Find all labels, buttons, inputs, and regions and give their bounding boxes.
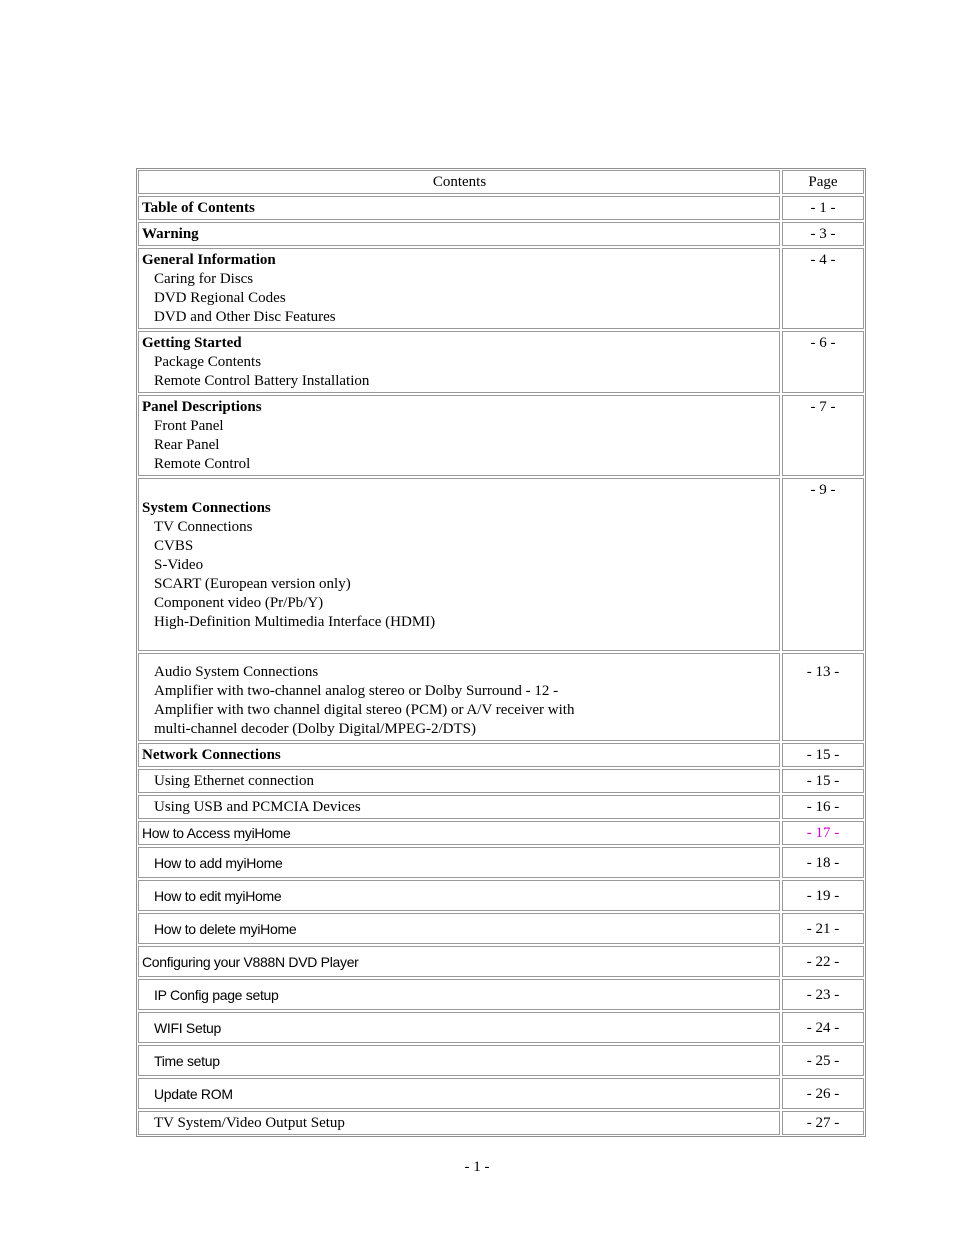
page-number: - 15 -: [782, 743, 864, 767]
toc-row-delete-myihome: [138, 913, 864, 944]
subsection-item[interactable]: Package Contents: [154, 354, 262, 370]
subsection-item[interactable]: Time setup: [154, 1053, 220, 1069]
page-footer-number: - 1 -: [464, 1159, 490, 1175]
subsection-item[interactable]: How to delete myiHome: [154, 921, 297, 937]
toc-row-time-setup: [138, 1045, 864, 1076]
subsection-item[interactable]: Front Panel: [154, 418, 224, 434]
subsection-item[interactable]: S-Video: [154, 557, 204, 573]
page-number: - 4 -: [782, 248, 864, 329]
subsection-item[interactable]: DVD Regional Codes: [154, 290, 286, 306]
toc-row-general-information: [138, 248, 864, 329]
toc-row-configuring-player: [138, 946, 864, 977]
subsection-item[interactable]: High-Definition Multimedia Interface (HDMI): [154, 614, 436, 630]
contents-header: Contents: [138, 170, 780, 194]
subsection-item[interactable]: Using Ethernet connection: [154, 773, 314, 789]
subsection-item[interactable]: Remote Control Battery Installation: [154, 373, 370, 389]
page-number: - 22 -: [782, 946, 864, 977]
toc-row-getting-started: [138, 331, 864, 393]
toc-row-edit-myihome: [138, 880, 864, 911]
page-number: - 19 -: [782, 880, 864, 911]
page-number: - 15 -: [782, 769, 864, 793]
page-number: - 24 -: [782, 1012, 864, 1043]
toc-row-tv-system: [138, 1111, 864, 1135]
toc-row-update-rom: [138, 1078, 864, 1109]
page-number: - 27 -: [782, 1111, 864, 1135]
page-number: - 17 -: [782, 821, 864, 845]
subsection-item[interactable]: Using USB and PCMCIA Devices: [154, 799, 361, 815]
toc-row-system-connections: [138, 478, 864, 651]
page-number: - 18 -: [782, 847, 864, 878]
subsection-item[interactable]: Audio System Connections: [154, 664, 319, 680]
toc-row-audio-system-connections: [138, 653, 864, 741]
toc-row-wifi-setup: [138, 1012, 864, 1043]
subsection-item[interactable]: Remote Control: [154, 456, 251, 472]
toc-row-access-myihome: [138, 821, 864, 845]
page-number: - 13 -: [782, 653, 864, 741]
page-header: Page: [782, 170, 864, 194]
toc-row-ethernet: [138, 769, 864, 793]
subsection-item[interactable]: WIFI Setup: [154, 1020, 222, 1036]
toc-row-network-connections: [138, 743, 864, 767]
section-title[interactable]: System Connections: [142, 500, 271, 516]
page-number: - 25 -: [782, 1045, 864, 1076]
section-title[interactable]: Configuring your V888N DVD Player: [142, 954, 359, 970]
section-title[interactable]: Network Connections: [142, 747, 281, 763]
page-number: - 3 -: [782, 222, 864, 246]
subsection-item[interactable]: How to add myiHome: [154, 855, 283, 871]
toc-row-panel-descriptions: [138, 395, 864, 476]
page-number: - 6 -: [782, 331, 864, 393]
toc-row-usb-pcmcia: [138, 795, 864, 819]
section-title[interactable]: Warning: [142, 226, 199, 242]
subsection-item[interactable]: Component video (Pr/Pb/Y): [154, 595, 324, 611]
subsection-item[interactable]: SCART (European version only): [154, 576, 351, 592]
subsection-item[interactable]: Rear Panel: [154, 437, 220, 453]
page-number: - 9 -: [782, 478, 864, 651]
subsection-item[interactable]: Amplifier with two channel digital stereo (PCM) or A/V receiver with: [154, 702, 575, 718]
subsection-item[interactable]: CVBS: [154, 538, 194, 554]
page-number: - 26 -: [782, 1078, 864, 1109]
section-title[interactable]: Getting Started: [142, 335, 242, 351]
section-title[interactable]: Table of Contents: [142, 200, 255, 216]
subsection-item[interactable]: Amplifier with two-channel analog stereo or Dolby Surround - 12 -: [154, 683, 559, 699]
page-number: - 16 -: [782, 795, 864, 819]
toc-header-row: [138, 170, 864, 194]
section-title[interactable]: Panel Descriptions: [142, 399, 262, 415]
page-number: - 1 -: [782, 196, 864, 220]
subsection-item[interactable]: Update ROM: [154, 1086, 233, 1102]
subsection-item[interactable]: multi-channel decoder (Dolby Digital/MPEG-2/DTS): [154, 721, 477, 737]
subsection-item[interactable]: How to edit myiHome: [154, 888, 282, 904]
page-number: - 23 -: [782, 979, 864, 1010]
toc-table: [136, 168, 866, 1137]
subsection-item[interactable]: IP Config page setup: [154, 987, 279, 1003]
toc-row-add-myihome: [138, 847, 864, 878]
subsection-item[interactable]: TV Connections: [154, 519, 253, 535]
toc-row-ip-config: [138, 979, 864, 1010]
section-title[interactable]: How to Access myiHome: [142, 825, 291, 841]
subsection-item[interactable]: TV System/Video Output Setup: [154, 1115, 345, 1131]
toc-row-warning: [138, 222, 864, 246]
section-title[interactable]: General Information: [142, 252, 276, 268]
page-number: - 7 -: [782, 395, 864, 476]
subsection-item[interactable]: Caring for Discs: [154, 271, 254, 287]
toc-row-table-of-contents: [138, 196, 864, 220]
page-number: - 21 -: [782, 913, 864, 944]
subsection-item[interactable]: DVD and Other Disc Features: [154, 309, 336, 325]
